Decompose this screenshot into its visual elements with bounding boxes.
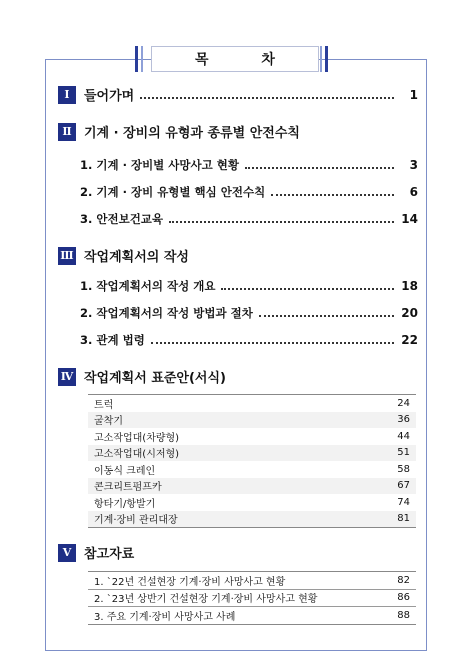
section-number-badge: Ⅰ bbox=[58, 86, 76, 104]
row-page: 51 bbox=[397, 447, 410, 459]
row-label: 2. `23년 상반기 건설현장 기계·장비 사망사고 현황 bbox=[94, 594, 318, 606]
section-title: 참고자료 bbox=[84, 547, 135, 562]
leader-dots bbox=[259, 315, 394, 317]
leader-dots bbox=[151, 342, 394, 344]
row-page: 88 bbox=[397, 609, 410, 621]
row-label: 콘크리트펌프카 bbox=[94, 482, 162, 494]
item-title: 1. 기계 · 장비별 사망사고 현황 bbox=[80, 158, 239, 172]
title-bars-left bbox=[135, 46, 143, 72]
row-page: 81 bbox=[397, 513, 410, 525]
row-page: 44 bbox=[397, 430, 410, 442]
row-label: 굴착기 bbox=[94, 416, 123, 428]
page-number: 18 bbox=[401, 279, 418, 293]
section-title: 작업계획서의 작성 bbox=[84, 250, 189, 265]
section-1[interactable] bbox=[58, 85, 418, 104]
row-label: 고소작업대(시저형) bbox=[94, 449, 180, 461]
toc-item[interactable] bbox=[80, 332, 418, 348]
row-page: 67 bbox=[397, 480, 410, 492]
section-title: 들어가며 bbox=[84, 89, 135, 104]
reference-list-table bbox=[88, 571, 416, 625]
section-4 bbox=[58, 367, 418, 386]
row-page: 82 bbox=[397, 574, 410, 586]
row-page: 58 bbox=[397, 463, 410, 475]
row-label: 3. 주요 기계·장비 사망사고 사례 bbox=[94, 611, 236, 623]
item-title: 3. 안전보건교육 bbox=[80, 212, 164, 226]
row-label: 트럭 bbox=[94, 399, 114, 411]
page-number: 22 bbox=[401, 333, 418, 347]
row-label: 항타기/항발기 bbox=[94, 498, 156, 510]
row-label: 1. `22년 건설현장 기계·장비 사망사고 현황 bbox=[94, 576, 286, 588]
table-row[interactable] bbox=[88, 478, 416, 495]
toc-item[interactable] bbox=[80, 278, 418, 294]
table-row[interactable] bbox=[88, 572, 416, 590]
page-title: 목 차 bbox=[151, 46, 319, 72]
table-row[interactable] bbox=[88, 428, 416, 445]
section-number-badge: Ⅴ bbox=[58, 544, 76, 562]
row-page: 36 bbox=[397, 414, 410, 426]
table-row[interactable] bbox=[88, 607, 416, 624]
item-title: 2. 작업계획서의 작성 방법과 절차 bbox=[80, 306, 253, 320]
section-number-badge: Ⅲ bbox=[58, 247, 76, 265]
form-list-table bbox=[88, 394, 416, 528]
table-row[interactable] bbox=[88, 590, 416, 608]
toc-frame bbox=[45, 59, 427, 651]
table-row[interactable] bbox=[88, 511, 416, 528]
row-page: 86 bbox=[397, 592, 410, 604]
title-bars-right bbox=[320, 46, 328, 72]
row-page: 74 bbox=[397, 496, 410, 508]
section-3 bbox=[58, 246, 418, 265]
leader-dots bbox=[221, 288, 394, 290]
toc-item[interactable] bbox=[80, 157, 418, 173]
item-title: 2. 기계 · 장비 유형별 핵심 안전수칙 bbox=[80, 185, 266, 199]
table-row[interactable] bbox=[88, 412, 416, 429]
table-row[interactable] bbox=[88, 494, 416, 511]
row-label: 이동식 크레인 bbox=[94, 465, 156, 477]
leader-dots bbox=[271, 194, 394, 196]
leader-dots bbox=[169, 221, 394, 223]
leader-dots bbox=[245, 167, 394, 169]
row-label: 고소작업대(차량형) bbox=[94, 432, 180, 444]
leader-dots bbox=[140, 97, 394, 99]
item-title: 1. 작업계획서의 작성 개요 bbox=[80, 279, 216, 293]
table-row[interactable] bbox=[88, 445, 416, 462]
row-page: 24 bbox=[397, 397, 410, 409]
section-title: 기계 · 장비의 유형과 종류별 안전수칙 bbox=[84, 126, 300, 141]
page-number: 3 bbox=[409, 158, 418, 172]
section-5 bbox=[58, 543, 418, 562]
row-label: 기계·장비 관리대장 bbox=[94, 515, 178, 527]
section-2 bbox=[58, 122, 418, 141]
table-row[interactable] bbox=[88, 395, 416, 412]
page-number: 6 bbox=[409, 185, 418, 199]
table-row[interactable] bbox=[88, 461, 416, 478]
page-number: 20 bbox=[401, 306, 418, 320]
page-number: 1 bbox=[409, 87, 418, 102]
item-title: 3. 관계 법령 bbox=[80, 333, 145, 347]
section-title: 작업계획서 표준안(서식) bbox=[84, 371, 226, 386]
toc-item[interactable] bbox=[80, 184, 418, 200]
page-number: 14 bbox=[401, 212, 418, 226]
toc-item[interactable] bbox=[80, 305, 418, 321]
toc-item[interactable] bbox=[80, 211, 418, 227]
section-number-badge: Ⅱ bbox=[58, 123, 76, 141]
section-number-badge: Ⅳ bbox=[58, 368, 76, 386]
